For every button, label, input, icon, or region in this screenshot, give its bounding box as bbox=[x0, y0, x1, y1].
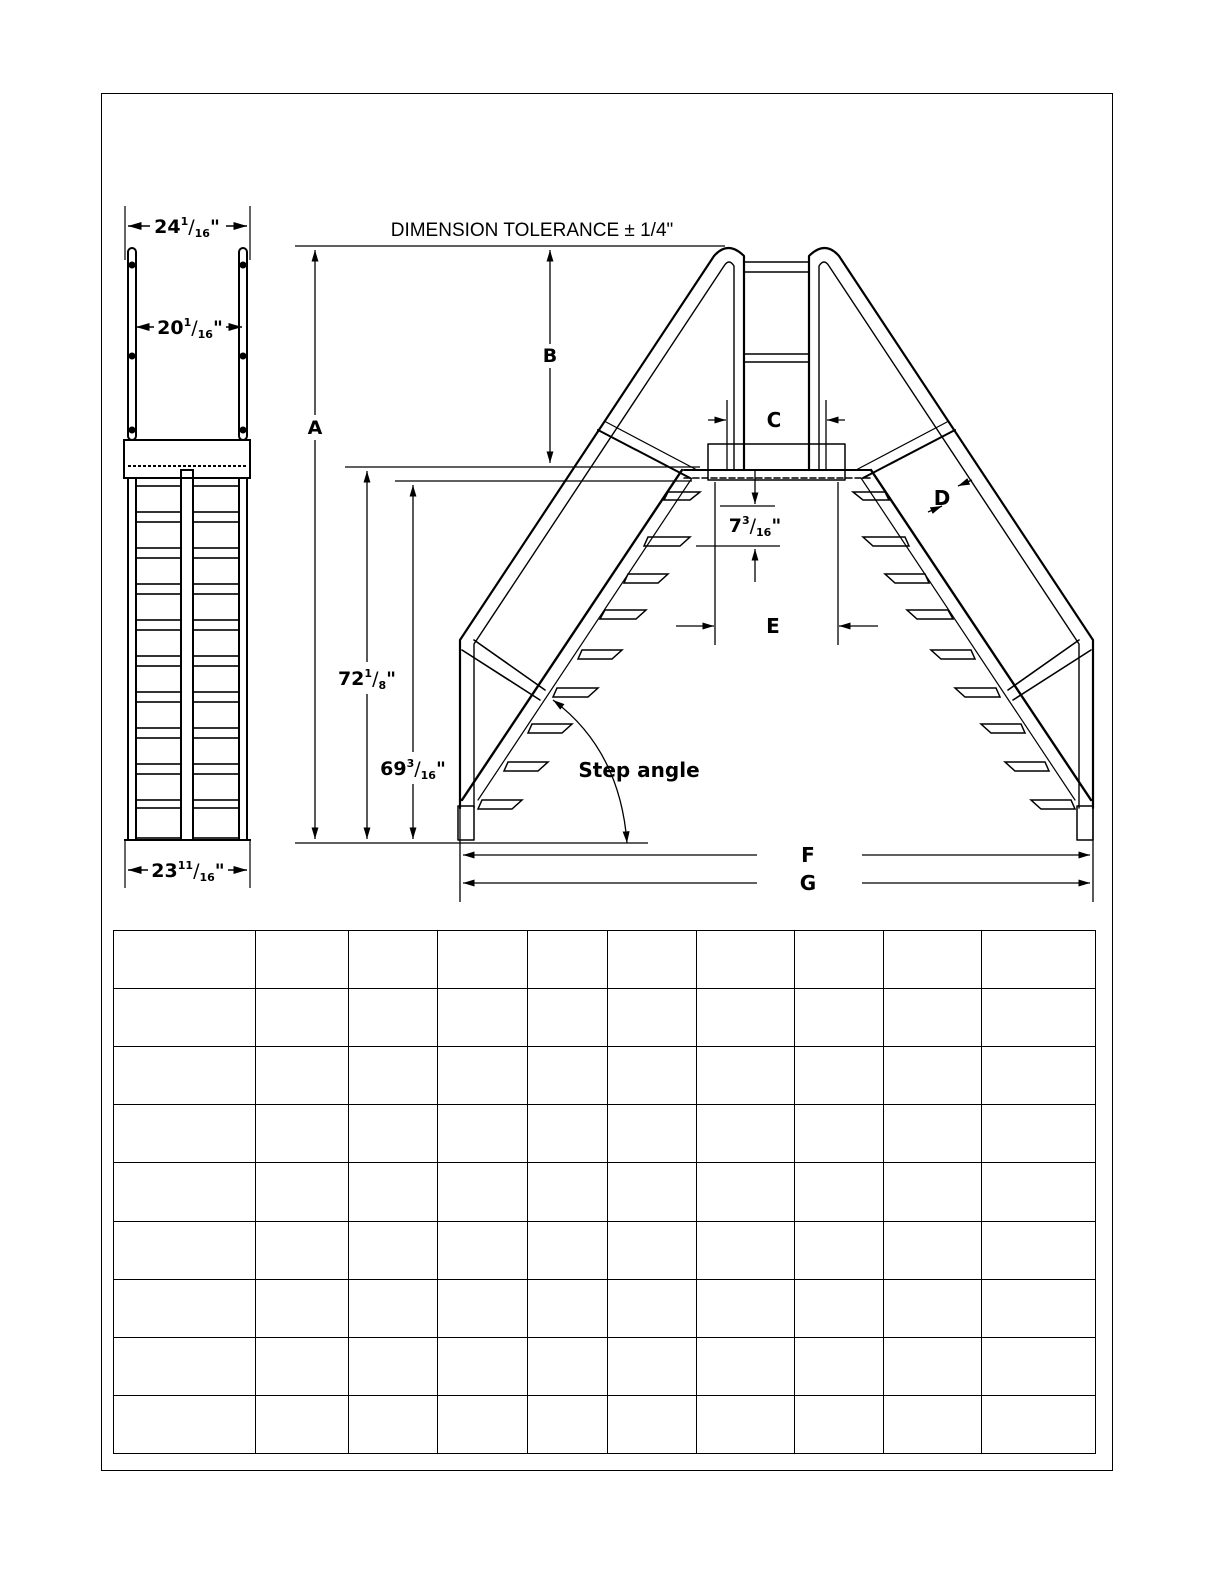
table-cell bbox=[795, 989, 884, 1047]
table-cell bbox=[438, 1395, 528, 1453]
table-row bbox=[114, 1163, 1096, 1221]
table-cell bbox=[349, 1047, 438, 1105]
table-cell bbox=[256, 1337, 349, 1395]
table-cell bbox=[528, 1221, 608, 1279]
table-cell bbox=[982, 1279, 1096, 1337]
table-cell bbox=[697, 1279, 795, 1337]
table-cell bbox=[884, 989, 982, 1047]
table-cell bbox=[982, 931, 1096, 989]
dimension-table bbox=[113, 930, 1096, 1454]
table-cell bbox=[349, 1105, 438, 1163]
table-cell bbox=[608, 1105, 697, 1163]
table-cell bbox=[608, 1337, 697, 1395]
table-cell bbox=[697, 1047, 795, 1105]
table-cell bbox=[114, 989, 256, 1047]
table-row bbox=[114, 1337, 1096, 1395]
table-cell bbox=[697, 1163, 795, 1221]
step-angle-label: Step angle bbox=[578, 758, 700, 782]
table-row bbox=[114, 1047, 1096, 1105]
table-cell bbox=[982, 1047, 1096, 1105]
table-cell bbox=[528, 1279, 608, 1337]
table-cell bbox=[608, 1395, 697, 1453]
dimension-c-label: C bbox=[766, 408, 782, 432]
table-cell bbox=[114, 1221, 256, 1279]
table-cell bbox=[256, 1221, 349, 1279]
table-cell bbox=[528, 1337, 608, 1395]
table-cell bbox=[528, 1105, 608, 1163]
step-height-label: $69^3/_{16}$" bbox=[380, 757, 446, 782]
table-cell bbox=[349, 1337, 438, 1395]
table-cell bbox=[256, 989, 349, 1047]
table-cell bbox=[438, 1279, 528, 1337]
table-cell bbox=[795, 1279, 884, 1337]
table-cell bbox=[697, 1105, 795, 1163]
table-cell bbox=[795, 931, 884, 989]
table-cell bbox=[608, 1279, 697, 1337]
table-cell bbox=[795, 1221, 884, 1279]
table-cell bbox=[884, 1047, 982, 1105]
table-cell bbox=[256, 1279, 349, 1337]
table-cell bbox=[795, 1395, 884, 1453]
table-cell bbox=[114, 1279, 256, 1337]
table-cell bbox=[982, 1221, 1096, 1279]
table-cell bbox=[795, 1337, 884, 1395]
table-cell bbox=[114, 1337, 256, 1395]
table-cell bbox=[438, 1105, 528, 1163]
table-row bbox=[114, 989, 1096, 1047]
table-cell bbox=[438, 1163, 528, 1221]
front-right-steps bbox=[853, 492, 1075, 809]
table-cell bbox=[256, 1105, 349, 1163]
dimension-f-label: F bbox=[801, 843, 815, 867]
dimension-tolerance-title: DIMENSION TOLERANCE ± 1/4" bbox=[390, 220, 674, 241]
table-cell bbox=[438, 989, 528, 1047]
table-cell bbox=[884, 1163, 982, 1221]
table-row bbox=[114, 1105, 1096, 1163]
table-cell bbox=[349, 1221, 438, 1279]
riser-height-label: $7^3/_{16}$" bbox=[728, 514, 782, 539]
table-cell bbox=[884, 931, 982, 989]
table-cell bbox=[982, 1337, 1096, 1395]
table-cell bbox=[438, 1047, 528, 1105]
side-view bbox=[124, 206, 251, 888]
bottom-width-label: $23^{11}/_{16}$" bbox=[151, 859, 225, 884]
table-cell bbox=[256, 1163, 349, 1221]
table-cell bbox=[438, 931, 528, 989]
table-row bbox=[114, 1395, 1096, 1453]
table-cell bbox=[795, 1105, 884, 1163]
dimension-a-label: A bbox=[307, 417, 323, 439]
table-cell bbox=[982, 1163, 1096, 1221]
table-cell bbox=[608, 931, 697, 989]
table-cell bbox=[884, 1395, 982, 1453]
table-cell bbox=[884, 1337, 982, 1395]
table-cell bbox=[795, 1047, 884, 1105]
table-cell bbox=[982, 1395, 1096, 1453]
table-cell bbox=[349, 931, 438, 989]
table-cell bbox=[114, 1047, 256, 1105]
table-row bbox=[114, 1279, 1096, 1337]
table-cell bbox=[114, 931, 256, 989]
table-cell bbox=[114, 1105, 256, 1163]
table-cell bbox=[697, 931, 795, 989]
table-cell bbox=[528, 1163, 608, 1221]
table-cell bbox=[608, 1047, 697, 1105]
table-cell bbox=[528, 989, 608, 1047]
table-cell bbox=[349, 989, 438, 1047]
inner-width-label: $20^1/_{16}$" bbox=[157, 316, 223, 341]
table-cell bbox=[697, 1337, 795, 1395]
table-cell bbox=[256, 1395, 349, 1453]
table-row bbox=[114, 931, 1096, 989]
dimension-e-label: E bbox=[766, 614, 780, 638]
top-width-label: $24^1/_{16}$" bbox=[154, 215, 220, 240]
dimension-d-label: D bbox=[933, 486, 951, 510]
table-cell bbox=[528, 931, 608, 989]
table-cell bbox=[349, 1395, 438, 1453]
table-cell bbox=[982, 1105, 1096, 1163]
table-cell bbox=[697, 989, 795, 1047]
table-cell bbox=[608, 1221, 697, 1279]
table-cell bbox=[697, 1221, 795, 1279]
side-view-dimension-labels bbox=[151, 215, 224, 884]
table-cell bbox=[608, 989, 697, 1047]
table-cell bbox=[349, 1279, 438, 1337]
side-steps bbox=[136, 486, 239, 838]
table-cell bbox=[884, 1105, 982, 1163]
table-cell bbox=[884, 1279, 982, 1337]
dimension-b-label: B bbox=[542, 345, 558, 367]
table-cell bbox=[256, 1047, 349, 1105]
table-cell bbox=[114, 1163, 256, 1221]
table-cell bbox=[528, 1047, 608, 1105]
table-cell bbox=[884, 1221, 982, 1279]
front-view-labels bbox=[308, 345, 951, 895]
table-cell bbox=[795, 1163, 884, 1221]
table-row bbox=[114, 1221, 1096, 1279]
front-view-dimension-lines bbox=[295, 246, 1093, 902]
table-cell bbox=[256, 931, 349, 989]
table-cell bbox=[608, 1163, 697, 1221]
table-cell bbox=[528, 1395, 608, 1453]
table-cell bbox=[438, 1337, 528, 1395]
ladder-front-structure bbox=[458, 248, 1093, 840]
dimension-g-label: G bbox=[799, 871, 817, 895]
table-cell bbox=[114, 1395, 256, 1453]
table-cell bbox=[438, 1221, 528, 1279]
table-cell bbox=[982, 989, 1096, 1047]
platform-height-label: $72^1/_8$" bbox=[337, 667, 397, 692]
table-cell bbox=[697, 1395, 795, 1453]
table-cell bbox=[349, 1163, 438, 1221]
